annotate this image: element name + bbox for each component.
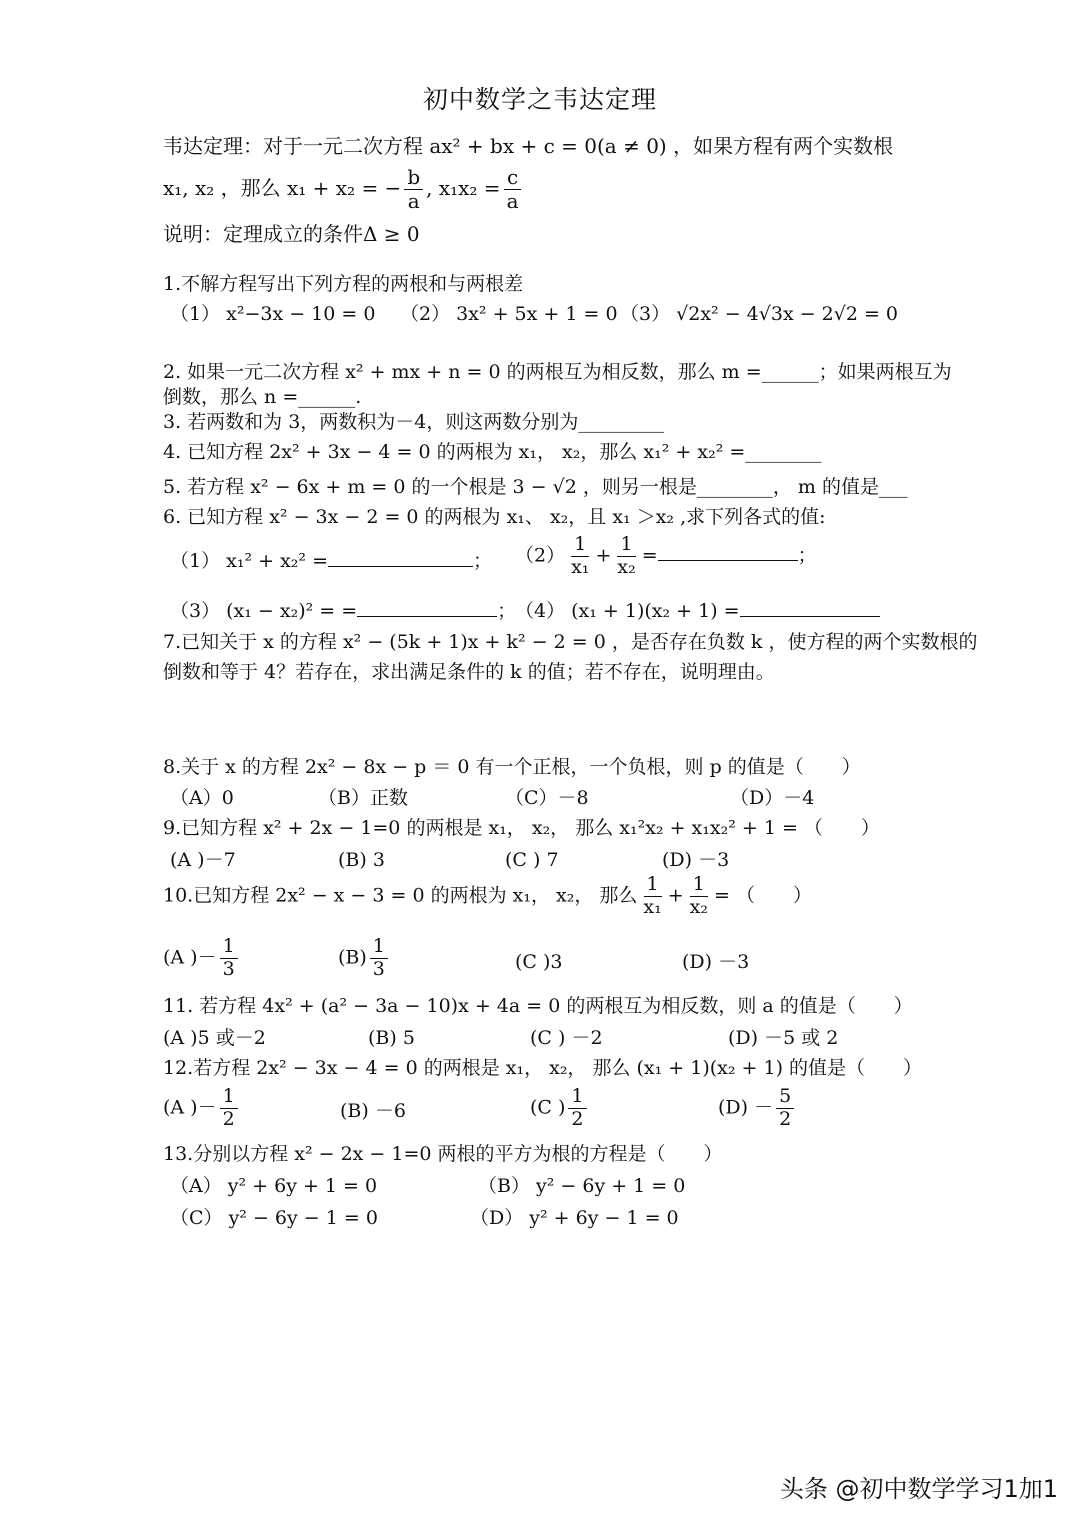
fraction-b-over-a: [404, 166, 423, 213]
question-6-part-3-expr: （3） (x₁ − x₂)² = =: [170, 600, 358, 622]
question-2-line-2: 倒数，那么 n =______.: [163, 386, 362, 408]
question-10-stem-end: = （ ）: [714, 884, 812, 907]
question-6-part-3-end: ；: [497, 600, 517, 622]
question-11-option-c: (C ) －2: [530, 1027, 603, 1049]
question-7-line-2: 倒数和等于 4？若存在，求出满足条件的 k 的值；若不存在，说明理由。: [163, 661, 775, 683]
fraction-denominator: x₂: [617, 555, 636, 578]
fraction-denominator: 2: [222, 1107, 235, 1130]
source-watermark: 头条 @初中数学学习1加1: [779, 1475, 1058, 1503]
fraction-1-over-2: [220, 1086, 238, 1131]
fraction-numerator: 1: [370, 936, 388, 959]
answer-blank: [658, 542, 798, 561]
question-13-option-a: （A） y² + 6y + 1 = 0: [170, 1175, 378, 1197]
answer-blank: [740, 598, 880, 617]
theorem-note: 说明：定理成立的条件Δ ≥ 0: [163, 222, 420, 246]
fraction-numerator: 1: [617, 534, 635, 557]
question-6-part-2-label: （2）: [515, 544, 566, 567]
theorem-statement: 韦达定理：对于一元二次方程 ax² + bx + c = 0(a ≠ 0) ，如果方程有两个实数根: [163, 134, 894, 158]
plus-sign: +: [667, 884, 684, 907]
theorem-formula-start: x₁, x₂ ，那么 x₁ + x₂ = −: [163, 176, 402, 200]
fraction-1-over-3: [370, 936, 388, 981]
fraction-numerator: 1: [571, 534, 589, 557]
question-11-option-a: (A )5 或－2: [163, 1027, 266, 1049]
question-11-stem: 11. 若方程 4x² + (a² − 3a − 10)x + 4a = 0 的两根互为相反数，则 a 的值是（ ）: [163, 995, 913, 1017]
fraction-numerator: 1: [690, 874, 708, 897]
question-6-part-4-expr: （4） (x₁ + 1)(x₂ + 1) =: [515, 600, 740, 622]
question-9-option-d: (D) －3: [662, 849, 730, 871]
fraction-5-over-2: [776, 1086, 794, 1131]
question-8-option-a: （A）0: [170, 787, 234, 809]
question-6-part-1-expr: （1） x₁² + x₂² =: [170, 550, 328, 572]
fraction-1-over-x1: [568, 534, 592, 579]
question-6-stem: 6. 已知方程 x² − 3x − 2 = 0 的两根为 x₁、 x₂，且 x₁ ＞x₂ ,求下列各式的值:: [163, 506, 826, 528]
question-10-stem-start: 10.已知方程 2x² − x − 3 = 0 的两根为 x₁， x₂， 那么: [163, 884, 638, 907]
question-13-stem: 13.分别以方程 x² − 2x − 1=0 两根的平方为根的方程是（ ）: [163, 1143, 723, 1165]
fraction-1-over-x2: [687, 874, 711, 919]
fraction-denominator: a: [506, 189, 519, 213]
question-12-option-a: [163, 1086, 241, 1131]
fraction-numerator: 1: [220, 1086, 238, 1109]
question-10-option-d: (D) －3: [682, 951, 750, 973]
question-10-stem: [163, 874, 812, 919]
question-6-part-1-end: ；: [472, 550, 492, 572]
question-4: 4. 已知方程 2x² + 3x − 4 = 0 的两根为 x₁， x₂，那么 x₁² + x₂² =________: [163, 441, 822, 463]
fraction-numerator: 1: [220, 936, 238, 959]
question-6-part-3: [170, 598, 516, 623]
plus-sign: +: [595, 544, 612, 567]
question-11-option-d: (D) －5 或 2: [728, 1027, 839, 1049]
fraction-denominator: 3: [222, 957, 235, 980]
question-9-stem: 9.已知方程 x² + 2x − 1=0 的两根是 x₁， x₂， 那么 x₁²x₂ + x₁x₂² + 1 = （ ）: [163, 817, 880, 839]
fraction-1-over-x1: [640, 874, 664, 919]
fraction-numerator: 1: [568, 1086, 586, 1109]
question-8-stem: 8.关于 x 的方程 2x² − 8x − p ＝ 0 有一个正根，一个负根，则 p 的值是（ ）: [163, 756, 861, 778]
fraction-numerator: c: [504, 166, 521, 190]
question-6-part-1: [170, 548, 492, 573]
question-1-part-3: （3） √2x² − 4√3x − 2√2 = 0: [620, 303, 899, 325]
fraction-numerator: 1: [644, 874, 662, 897]
question-13-option-d: （D） y² + 6y − 1 = 0: [470, 1207, 679, 1229]
equals-sign: =: [641, 544, 658, 567]
question-9-option-c: (C ) 7: [505, 849, 559, 871]
question-8-option-c: （C）－8: [505, 787, 589, 809]
fraction-denominator: 2: [571, 1107, 584, 1130]
question-8-option-b: （B）正数: [318, 787, 408, 809]
question-2-line-1: 2. 如果一元二次方程 x² + mx + n = 0 的两根互为相反数，那么 m =______；如果两根互为: [163, 361, 952, 383]
question-9-option-a: (A )－7: [170, 849, 236, 871]
page-title: 初中数学之韦达定理: [422, 85, 657, 114]
fraction-denominator: a: [407, 189, 420, 213]
option-label: (C ): [530, 1096, 566, 1119]
option-label: (A )－: [163, 1096, 217, 1119]
option-label: (D) －: [718, 1096, 774, 1119]
question-6-part-2-end: ；: [797, 544, 817, 567]
question-10-option-a: [163, 936, 241, 981]
question-13-option-b: （B） y² − 6y + 1 = 0: [478, 1175, 686, 1197]
fraction-denominator: x₁: [643, 895, 662, 918]
question-1-part-2: （2） 3x² + 5x + 1 = 0: [400, 303, 618, 325]
option-label: (B): [338, 946, 367, 969]
question-11-option-b: (B) 5: [368, 1027, 415, 1049]
question-3: 3. 若两数和为 3，两数积为－4，则这两数分别为_________: [163, 411, 664, 433]
question-5: 5. 若方程 x² − 6x + m = 0 的一个根是 3 − √2 ，则另一根是________， m 的值是___: [163, 476, 908, 498]
question-8-option-d: （D）－4: [730, 787, 815, 809]
question-9-option-b: (B) 3: [338, 849, 385, 871]
question-7-line-1: 7.已知关于 x 的方程 x² − (5k + 1)x + k² − 2 = 0 ，是否存在负数 k ，使方程的两个实数根的: [163, 631, 978, 653]
question-12-option-c: [530, 1086, 590, 1131]
question-1-part-1: （1） x²−3x − 10 = 0: [170, 303, 376, 325]
question-12-option-d: [718, 1086, 797, 1131]
fraction-numerator: b: [404, 166, 423, 190]
answer-blank: [328, 548, 473, 567]
fraction-denominator: 3: [372, 957, 385, 980]
fraction-denominator: x₂: [689, 895, 708, 918]
option-label: (A )－: [163, 946, 217, 969]
fraction-denominator: 2: [779, 1107, 792, 1130]
fraction-1-over-3: [220, 936, 238, 981]
theorem-formula: [163, 166, 525, 213]
answer-blank: [357, 598, 497, 617]
question-6-part-4: [515, 598, 880, 623]
fraction-c-over-a: [504, 166, 522, 213]
question-13-option-c: （C） y² − 6y − 1 = 0: [170, 1207, 378, 1229]
fraction-1-over-x2: [614, 534, 638, 579]
question-12-stem: 12.若方程 2x² − 3x − 4 = 0 的两根是 x₁， x₂， 那么 (x₁ + 1)(x₂ + 1) 的值是（ ）: [163, 1057, 923, 1079]
question-10-option-b: [338, 936, 391, 981]
question-12-option-b: (B) －6: [340, 1100, 406, 1122]
question-6-part-2: [515, 534, 817, 579]
fraction-denominator: x₁: [571, 555, 590, 578]
theorem-formula-mid: , x₁x₂ =: [426, 176, 501, 200]
fraction-1-over-2: [568, 1086, 586, 1131]
fraction-numerator: 5: [776, 1086, 794, 1109]
question-1-stem: 1.不解方程写出下列方程的两根和与两根差: [163, 273, 524, 295]
question-10-option-c: (C )3: [515, 951, 563, 973]
